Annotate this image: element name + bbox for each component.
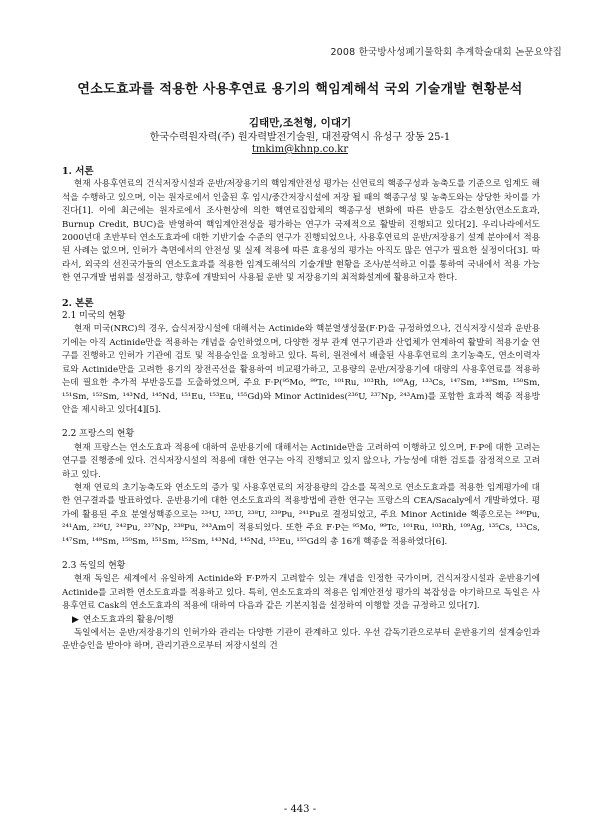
authors: 김태만,조천형, 이대기 bbox=[248, 117, 352, 129]
page-number: - 443 - bbox=[283, 804, 317, 815]
france-paragraph-1: 현재 프랑스는 연소도효과 적용에 대하여 운반용기에 대해서는 Actinide만을 고려하여 이행하고 있으며, F·P에 대한 고려는 연구를 진행중에 있다. 건식저장시설의 적용에 대한 연구는 아직 진행되고 있지 않으나, 가능성에 대한 검토를 잠정적으로 고려하고 있다. bbox=[62, 442, 540, 480]
paper-title: 연소도효과를 적용한 사용후연료 용기의 핵임계해석 국외 기술개발 현황분석 bbox=[77, 82, 523, 97]
bullet-item bbox=[72, 614, 540, 627]
author-email[interactable]: tmkim@khnp.co.kr bbox=[251, 144, 349, 155]
subsection-heading-usa: 2.1 미국의 현황 bbox=[62, 311, 126, 322]
section-heading-introduction: 1. 서론 bbox=[62, 166, 94, 177]
germany-paragraph-1: 현재 독일은 세계에서 유일하게 Actinide와 F·P까지 고려할수 있는 개념을 인정한 국가이며, 건식저장시설과 운반용기에 Actinide를 고려한 연소도효과를 적용하고 있다. 특히, 연소도효과의 적용은 임계안전성 평가의 복잡성을 야기하므로 독일은 사용후연료 Cask의 연소도효과의 적용에 대하여 다음과 같은 기본지침을 설정하여 이행할 것을 규정하고 있다[7]. bbox=[62, 574, 540, 612]
subsection-heading-germany: 2.3 독일의 현황 bbox=[62, 560, 126, 571]
germany-paragraph-2: 독일에서는 운반/저장용기의 인허가와 관리는 다양한 기관이 관계하고 있다. 우선 감독기관으로부터 운반용기의 설계승인과 운반승인을 받아야 하며, 관리기관으로부터 저장시설의 건 bbox=[62, 628, 540, 652]
paper-body bbox=[62, 165, 540, 654]
usa-paragraph: 현재 미국(NRC)의 경우, 습식저장시설에 대해서는 Actinide와 핵분열생성물(F·P)을 규정하였으나, 건식저장시설과 운반용기에는 아직 Actinide만을 적용하는 개념을 승인하였으며, 다양한 정부 관계 연구기관과 산업체가 연계하여 활발히 적용기술 연구를 진행하고 인허가 기관에 검토 및 적용승인을 요청하고 있다. 특히, 원전에서 배출된 사용후연료의 초기농축도, 연소이력자료와 Actinide만을 고려한 용기의 장전곡선을 활용하여 비교평가하고, 고용량의 운반/저장용기에 대량의 사용후연료를 적용하는데 필요한 추가적 부반응도를 도출하였으며, 주요 F·P(⁹⁵Mo, ⁹⁹Tc, ¹⁰¹Ru, ¹⁰³Rh, ¹⁰⁹Ag, ¹³³Cs, ¹⁴⁷Sm, ¹⁴⁹Sm, ¹⁵⁰Sm, ¹⁵¹Sm, ¹⁵²Sm, ¹⁴³Nd, ¹⁴⁵Nd, ¹⁵¹Eu, ¹⁵³Eu, ¹⁵⁵Gd)와 Minor Actinides(²³⁶U, ²³⁷Np, ²⁴³Am)를 포함한 효과적 핵종 적용방안을 제시하고 있다[4][5]. bbox=[62, 324, 540, 415]
triangle-bullet-icon: ▶ bbox=[72, 614, 79, 625]
conference-header: 2008 한국방사성폐기물학회 추계학술대회 논문요약집 bbox=[330, 47, 562, 58]
france-paragraph-2: 현재 연료의 초기농축도와 연소도의 증가 및 사용후연료의 저장용량의 감소를 목적으로 연소도효과를 적용한 임계평가에 대한 연구결과를 발표하였다. 운반용기에 대한 연소도효과의 적용방법에 관한 연구는 프랑스의 CEA/Sacaly에서 개발하였다. 평가에 활용된 주요 분열성핵종으로는 ²³⁴U, ²³⁵U, ²³⁸U, ²³⁹Pu, ²⁴¹Pu로 결정되었고, 주요 Minor Actinide 핵종으로는 ²⁴⁰Pu, ²⁴¹Am, ²³⁶U, ²⁴²Pu, ²³⁷Np, ²³⁸Pu, ²⁴³Am이 적용되었다. 또한 주요 F·P는 ⁹⁵Mo, ⁹⁹Tc, ¹⁰¹Ru, ¹⁰³Rh, ¹⁰⁹Ag, ¹³⁵Cs, ¹³³Cs, ¹⁴⁷Sm, ¹⁴⁹Sm, ¹⁵⁰Sm, ¹⁵¹Sm, ¹⁵²Sm, ¹⁴³Nd, ¹⁴⁵Nd, ¹⁵³Eu, ¹⁵⁵Gd의 총 16개 핵종을 적용하였다[6]. bbox=[62, 482, 540, 547]
affiliation: 한국수력원자력(주) 원자력발전기술원, 대전광역시 유성구 장동 25-1 bbox=[149, 132, 451, 143]
subsection-heading-france: 2.2 프랑스의 현황 bbox=[62, 429, 135, 440]
bullet-label: 연소도효과의 활용/이행 bbox=[82, 614, 174, 625]
section-heading-main: 2. 본론 bbox=[62, 297, 94, 309]
intro-paragraph: 현재 사용후연료의 건식저장시설과 운반/저장용기의 핵임계안전성 평가는 신연료의 핵종구성과 농축도를 기준으로 임계도 해석을 수행하고 있으며, 이는 원자로에서 인출된 후 임시/중간저장시설에 저장 될 때의 핵종구성 및 농축도와는 상당한 차이를 가진다[1]. 이에 최근에는 원자로에서 조사현상에 의한 핵연료집합체의 핵종구성 변화에 따른 반응도 감소현상(연소도효과, Burnup Credit, BUC)을 반영하여 핵임계안전성을 평가하는 연구가 국제적으로 활발히 진행되고 있다[2]. 우리나라에서도 2000년대 초반부터 연소도효과에 대한 기반기술 수준의 연구가 진행되었으나, 사용후연료의 운반/저장용기 설계 분야에서 적용된 사례는 없으며, 인허가 측면에서의 안전성 및 실제 적용에 따른 효용성의 평가는 아직도 많은 연구가 필요한 실정이다[3]. 따라서, 외국의 선진국가들의 연소도효과를 적용한 임계도해석의 기술개발 현황을 조사/분석하고 이를 통하여 국내에서 적용 가능한 연구개발 범위를 설정하고, 향후에 개발되어 사용될 운반 및 저장용기의 최적화설계에 활용하고자 한다. bbox=[62, 179, 540, 284]
